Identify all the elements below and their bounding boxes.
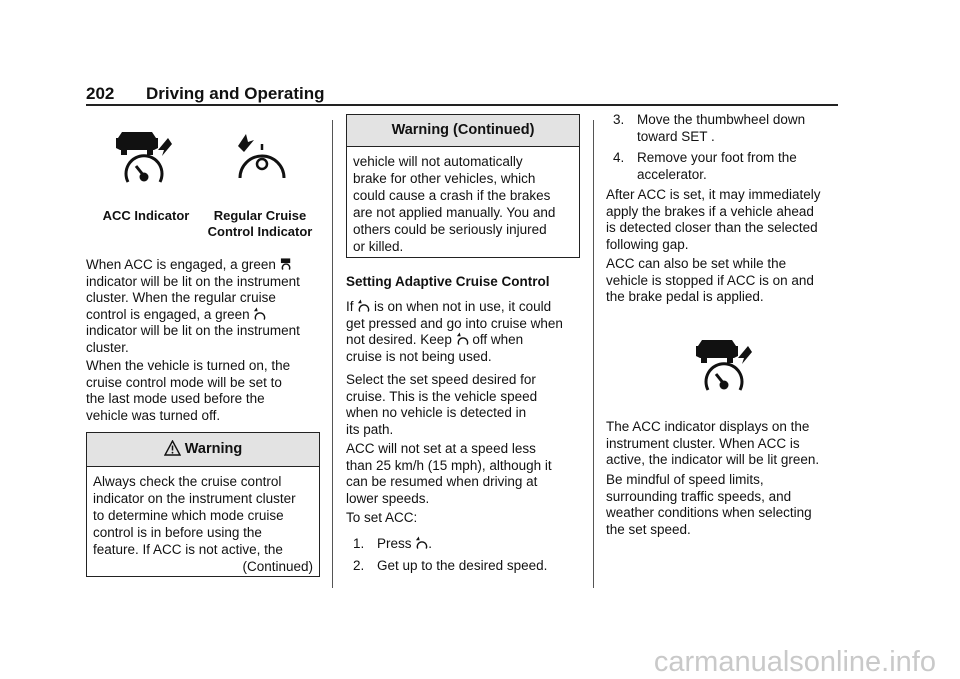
step-2 bbox=[353, 558, 583, 575]
text-line: Get up to the desired speed. bbox=[377, 558, 548, 573]
cruise-small-icon bbox=[456, 332, 469, 346]
min-speed-paragraph bbox=[346, 441, 586, 507]
continued-label: (Continued) bbox=[242, 559, 313, 574]
cruise-control-icon bbox=[228, 128, 294, 186]
text-line: weather conditions when selecting bbox=[606, 505, 812, 520]
regular-cruise-label bbox=[200, 208, 320, 240]
text-line: indicator will be lit on the instrument bbox=[86, 323, 300, 338]
text-line: lower speeds. bbox=[346, 490, 430, 506]
warning-body bbox=[87, 467, 319, 575]
text-line: is on when not in use, it could bbox=[374, 299, 552, 314]
text-line: Be mindful of speed limits, bbox=[606, 472, 764, 487]
cruise-small-icon bbox=[357, 299, 370, 313]
text-line: cruise. This is the vehicle speed bbox=[346, 388, 538, 404]
regular-cruise-label-line1: Regular Cruise bbox=[213, 208, 307, 223]
regular-cruise-label-line2: Control Indicator bbox=[207, 224, 313, 239]
text-line: control is engaged, a green bbox=[86, 306, 250, 322]
acc-indicator-icon bbox=[112, 128, 178, 186]
set-speed-paragraph bbox=[346, 372, 586, 438]
stopped-paragraph bbox=[606, 256, 846, 306]
text-line: is detected closer than the selected bbox=[606, 220, 818, 235]
text-line: ACC can also be set while the bbox=[606, 256, 787, 271]
step-number: 1. bbox=[353, 536, 365, 551]
text-line: apply the brakes if a vehicle ahead bbox=[606, 203, 814, 219]
step-4 bbox=[613, 150, 843, 184]
text-line: not desired. Keep bbox=[346, 332, 452, 347]
text-line: when no vehicle is detected in bbox=[346, 405, 527, 420]
text-line: can be resumed when driving at bbox=[346, 474, 538, 489]
text-line: Remove your foot from the bbox=[637, 150, 797, 165]
column-divider-1 bbox=[332, 120, 333, 588]
text-line: Select the set speed desired for bbox=[346, 372, 536, 387]
text-line: feature. If ACC is not active, the bbox=[93, 542, 283, 557]
mindful-paragraph bbox=[606, 472, 846, 538]
watermark bbox=[0, 646, 960, 679]
text-line: active, the indicator will be lit green. bbox=[606, 452, 820, 467]
step-number: 2. bbox=[353, 558, 365, 573]
text-line: Always check the cruise control bbox=[93, 474, 282, 489]
text-line: control is in before using the bbox=[93, 525, 262, 540]
text-line: surrounding traffic speeds, and bbox=[606, 488, 792, 504]
text-line: following gap. bbox=[606, 236, 689, 252]
text-line: others could be seriously injured bbox=[353, 222, 547, 237]
text-line: could cause a crash if the brakes bbox=[353, 188, 551, 203]
text-line: instrument cluster. When ACC is bbox=[606, 435, 800, 451]
text-line: vehicle will not automatically bbox=[353, 154, 523, 169]
header-rule bbox=[86, 104, 838, 106]
acc-small-icon bbox=[280, 257, 293, 271]
to-set-acc: To set ACC: bbox=[346, 510, 418, 525]
page-number: 202 bbox=[86, 84, 115, 103]
text-line: the last mode used before the bbox=[86, 391, 265, 406]
turned-on-paragraph bbox=[86, 358, 326, 424]
warning-header bbox=[87, 433, 319, 467]
button-paragraph bbox=[346, 299, 586, 365]
cruise-small-icon bbox=[415, 536, 428, 550]
acc-indicator-paragraph bbox=[606, 419, 846, 469]
text-line: to determine which mode cruise bbox=[93, 508, 284, 523]
text-line: After ACC is set, it may immediately bbox=[606, 187, 821, 202]
subheading: Setting Adaptive Cruise Control bbox=[346, 274, 550, 289]
section-title: Driving and Operating bbox=[146, 84, 325, 103]
warning-continued-box bbox=[346, 114, 580, 258]
acc-set-paragraph bbox=[606, 187, 846, 253]
acc-indicator-label: ACC Indicator bbox=[102, 208, 190, 223]
text-line: indicator on the instrument cluster bbox=[93, 491, 296, 506]
text-line: When the vehicle is turned on, the bbox=[86, 358, 291, 373]
text-line: the brake pedal is applied. bbox=[606, 289, 764, 304]
text-line: cruise control mode will be set to bbox=[86, 374, 282, 390]
step-3 bbox=[613, 112, 843, 146]
warning-box bbox=[86, 432, 320, 577]
text-line: indicator will be lit on the instrument bbox=[86, 273, 300, 289]
text-line: If bbox=[346, 299, 354, 314]
text-line: brake for other vehicles, which bbox=[353, 171, 536, 186]
warning-title: Warning bbox=[184, 441, 243, 457]
text-line: Press bbox=[377, 536, 412, 551]
text-line: or killed. bbox=[353, 239, 404, 254]
step-1 bbox=[353, 536, 583, 553]
text-line: cluster. When the regular cruise bbox=[86, 290, 276, 305]
cruise-small-icon bbox=[253, 307, 266, 321]
text-line: vehicle is stopped if ACC is on and bbox=[606, 272, 814, 288]
text-line: vehicle was turned off. bbox=[86, 407, 221, 423]
text-line: are not applied manually. You and bbox=[353, 205, 556, 220]
text-line: accelerator. bbox=[637, 166, 707, 182]
text-line: Move the thumbwheel down bbox=[637, 112, 806, 127]
text-line: ACC will not set at a speed less bbox=[346, 441, 536, 456]
text-line: than 25 km/h (15 mph), although it bbox=[346, 457, 552, 473]
column-divider-2 bbox=[593, 120, 594, 588]
text-line: cruise is not being used. bbox=[346, 348, 492, 364]
text-line: get pressed and go into cruise when bbox=[346, 315, 563, 331]
text-line: off when bbox=[472, 332, 524, 347]
text-line: The ACC indicator displays on the bbox=[606, 419, 810, 434]
acc-indicator-icon bbox=[692, 336, 758, 394]
text-line: the set speed. bbox=[606, 521, 691, 537]
warning-continued-body bbox=[347, 147, 579, 255]
text-line: When ACC is engaged, a green bbox=[86, 257, 276, 272]
text-line: . bbox=[428, 536, 433, 551]
text-line: its path. bbox=[346, 421, 394, 437]
text-line: cluster. bbox=[86, 339, 129, 355]
watermark-text: carmanualsonline.info bbox=[653, 646, 936, 678]
acc-engaged-paragraph bbox=[86, 257, 326, 356]
warning-continued-header: Warning (Continued) bbox=[347, 115, 579, 147]
step-number: 4. bbox=[613, 150, 625, 165]
warning-triangle-icon bbox=[164, 440, 181, 456]
step-number: 3. bbox=[613, 112, 625, 127]
text-line: toward SET . bbox=[637, 128, 715, 144]
